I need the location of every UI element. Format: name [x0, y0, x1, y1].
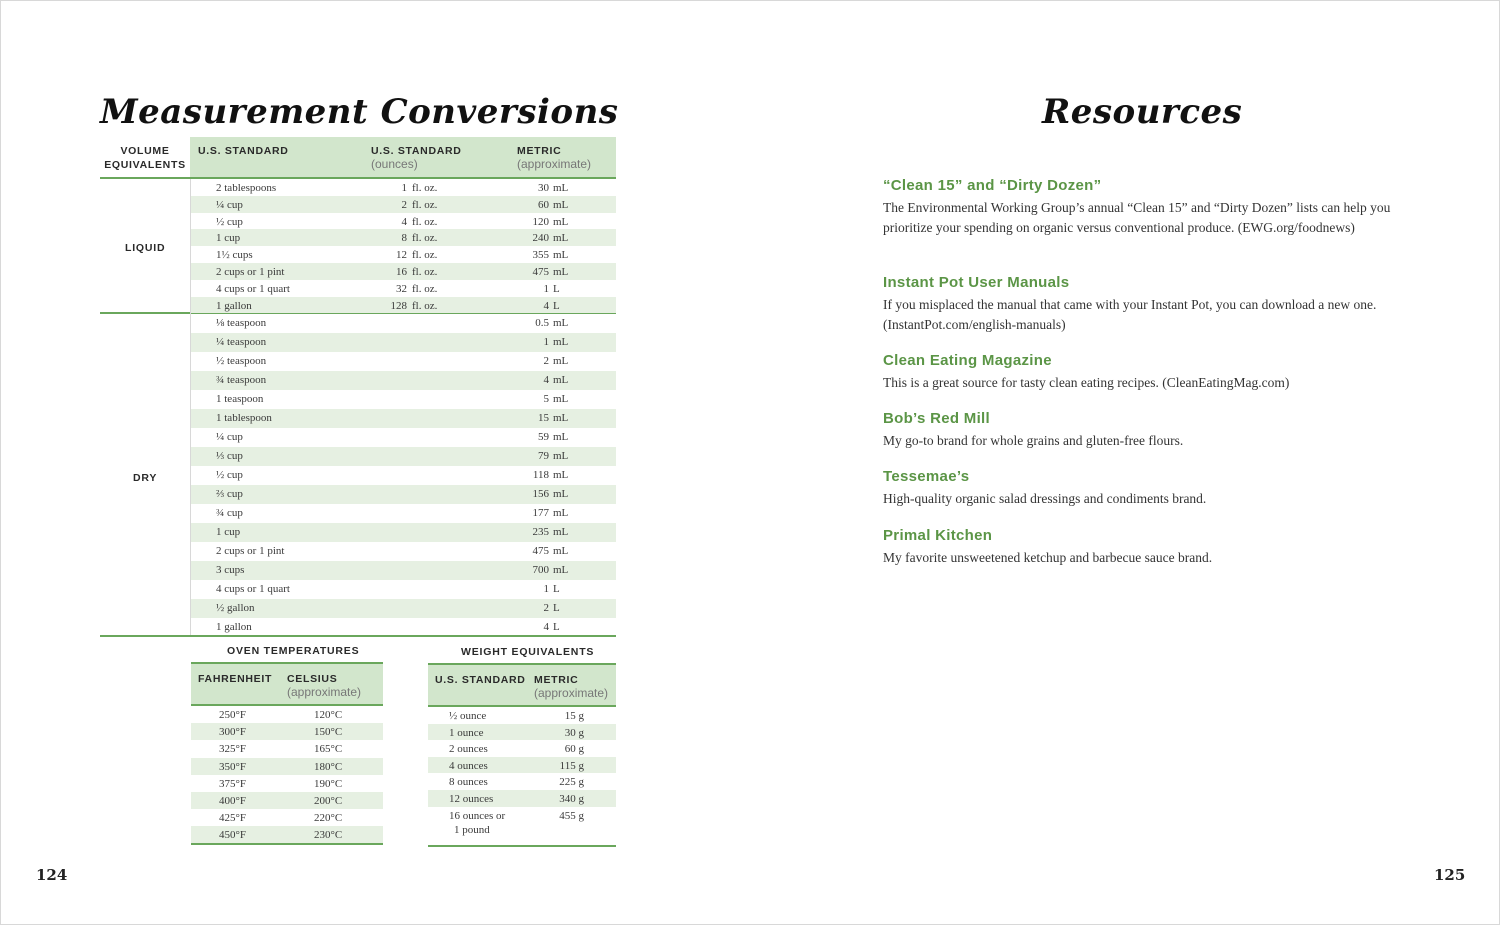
cell-fahrenheit: 450°F: [219, 829, 247, 842]
cell-ounces-unit: fl. oz.: [412, 232, 438, 245]
cell-metric-unit: mL: [553, 198, 569, 211]
cell-us-standard: 2 cups or 1 pint: [216, 266, 285, 278]
resource-heading: Clean Eating Magazine: [883, 352, 1052, 369]
table-row: [191, 740, 383, 757]
table-row: [191, 428, 616, 447]
table-row: [191, 371, 616, 390]
table-row: [191, 466, 616, 485]
table-row: [191, 280, 616, 297]
resource-description: This is a great source for tasty clean eating recipes. (CleanEatingMag.com): [883, 375, 1290, 390]
table-row: [428, 790, 616, 807]
page-number-left: 124: [36, 866, 68, 884]
cell-metric-unit: mL: [553, 393, 569, 405]
cell-metric: 4: [543, 621, 549, 633]
cell-weight-metric: 15 g: [564, 710, 584, 722]
cell-ounces: 8: [401, 232, 407, 245]
cell-celsius: 180°C: [314, 760, 343, 773]
table-row: [191, 196, 616, 213]
page-title-conversions: Measurement Conversions: [100, 92, 619, 132]
table-row: [191, 561, 616, 580]
table-row: [191, 599, 616, 618]
cell-metric-unit: mL: [553, 450, 569, 462]
cell-fahrenheit: 300°F: [219, 726, 247, 739]
cell-fahrenheit: 350°F: [219, 760, 247, 773]
table-row: [428, 773, 616, 790]
cell-metric: 79: [538, 450, 549, 462]
cell-us-standard: 1 tablespoon: [216, 412, 272, 424]
cell-metric: 235: [532, 526, 549, 538]
cell-weight-us: 1 ounce: [449, 726, 484, 739]
cell-metric: 700: [532, 564, 549, 576]
cell-metric: 30: [538, 182, 549, 194]
cell-us-standard: ⅓ cup: [216, 450, 243, 462]
cell-metric: 4: [543, 299, 549, 312]
weight-table-title: WEIGHT EQUIVALENTS: [461, 646, 595, 658]
cell-ounces-unit: fl. oz.: [412, 215, 438, 228]
cell-metric: 4: [543, 374, 549, 386]
cell-us-standard: 2 cups or 1 pint: [216, 545, 285, 557]
cell-metric-unit: L: [553, 299, 560, 312]
group-label-dry: DRY: [133, 472, 158, 484]
cell-metric-unit: mL: [553, 488, 569, 500]
resource-heading: Instant Pot User Manuals: [883, 274, 1070, 291]
cell-us-standard: ¼ teaspoon: [216, 336, 267, 348]
cell-weight-metric: 30 g: [564, 726, 584, 739]
table-row: [191, 352, 616, 371]
table-row: [428, 807, 616, 845]
resource-description: The Environmental Working Group’s annual “Clean 15” and “Dirty Dozen” lists can help you prioritize your spending on organic versus conventional produce. (EWG.org/foodnews): [883, 200, 1391, 235]
cell-metric-unit: mL: [553, 266, 569, 278]
resource-heading: Primal Kitchen: [883, 527, 993, 544]
cell-metric: 240: [532, 232, 549, 245]
resource-description: If you misplaced the manual that came with your Instant Pot, you can download a new one. (InstantPot.com/english-manuals): [883, 297, 1377, 332]
col-metric: METRIC: [517, 145, 562, 157]
cell-fahrenheit: 375°F: [219, 777, 247, 790]
table-row: [191, 229, 616, 246]
cell-metric-unit: mL: [553, 412, 569, 424]
col-us-standard: U.S. STANDARD: [198, 145, 289, 157]
cell-metric: 355: [532, 249, 549, 262]
col-us-standard-ounces: U.S. STANDARD: [371, 145, 462, 157]
cell-metric-unit: mL: [553, 374, 569, 386]
cell-weight-us: 8 ounces: [449, 776, 488, 789]
resource-description: High-quality organic salad dressings and condiments brand.: [883, 491, 1207, 506]
cell-metric: 15: [538, 412, 549, 424]
table-row: [191, 504, 616, 523]
col-metric-sub: (approximate): [517, 157, 592, 171]
cell-metric-unit: mL: [553, 182, 569, 194]
cell-metric: 475: [532, 266, 549, 278]
cell-metric: 2: [543, 602, 549, 614]
cell-us-standard: 1 cup: [216, 232, 241, 245]
cell-metric-unit: L: [553, 583, 560, 595]
cell-us-standard: ½ cup: [216, 215, 243, 228]
cell-celsius: 150°C: [314, 726, 343, 739]
cell-metric-unit: mL: [553, 545, 569, 557]
cell-fahrenheit: 250°F: [219, 709, 247, 721]
cell-metric: 0.5: [535, 317, 549, 329]
cell-metric-unit: mL: [553, 249, 569, 262]
resource-heading: Tessemae’s: [883, 468, 970, 485]
cell-weight-metric: 60 g: [564, 743, 584, 756]
cell-fahrenheit: 325°F: [219, 743, 247, 756]
table-row: [191, 826, 383, 843]
cell-metric: 120: [532, 215, 549, 228]
col-celsius: CELSIUS: [287, 673, 338, 685]
col-volume-line2: EQUIVALENTS: [104, 159, 186, 171]
resource-description: My favorite unsweetened ketchup and barbecue sauce brand.: [883, 550, 1213, 565]
table-row: [428, 724, 616, 741]
cell-metric-unit: mL: [553, 564, 569, 576]
cell-us-standard: 4 cups or 1 quart: [216, 583, 290, 595]
cell-fahrenheit: 425°F: [219, 812, 247, 825]
cell-ounces-unit: fl. oz.: [412, 282, 438, 295]
table-row: [191, 179, 616, 196]
cell-metric: 1: [543, 583, 549, 595]
col-us-ounces-sub: (ounces): [371, 157, 418, 171]
cell-ounces: 16: [396, 266, 407, 278]
col-celsius-sub: (approximate): [287, 685, 362, 699]
cell-ounces-unit: fl. oz.: [412, 266, 438, 278]
cell-weight-metric: 225 g: [559, 776, 584, 789]
cell-ounces: 1: [401, 182, 407, 194]
col-volume-line1: VOLUME: [120, 145, 170, 157]
cell-metric-unit: mL: [553, 355, 569, 367]
cell-metric-unit: mL: [553, 507, 569, 519]
resource-heading: “Clean 15” and “Dirty Dozen”: [883, 177, 1102, 194]
cell-us-standard: 3 cups: [216, 564, 245, 576]
cell-metric: 118: [532, 469, 549, 481]
table-rule: [191, 843, 383, 845]
cell-metric-unit: mL: [553, 317, 569, 329]
cell-ounces: 4: [401, 215, 407, 228]
cell-ounces-unit: fl. oz.: [412, 182, 438, 194]
oven-table-title: OVEN TEMPERATURES: [227, 645, 360, 657]
table-row: [428, 740, 616, 757]
cell-us-standard: ¾ teaspoon: [216, 374, 267, 386]
cell-ounces: 128: [390, 299, 407, 312]
col-weight-metric: METRIC: [534, 674, 579, 686]
table-row: [191, 580, 616, 599]
cell-ounces-unit: fl. oz.: [412, 249, 438, 262]
cell-metric: 1: [543, 282, 549, 295]
cell-metric-unit: mL: [553, 336, 569, 348]
table-row: [191, 723, 383, 740]
cell-us-standard: ½ teaspoon: [216, 355, 267, 367]
table-row: [191, 333, 616, 352]
cell-celsius: 120°C: [314, 709, 343, 721]
resource-description: My go-to brand for whole grains and gluten-free flours.: [883, 433, 1184, 448]
cell-weight-metric: 115 g: [559, 759, 584, 772]
cell-weight-us-cont: 1 pound: [454, 823, 490, 836]
cell-us-standard: ⅔ cup: [216, 488, 243, 500]
table-row: [191, 447, 616, 466]
cell-ounces: 12: [396, 249, 407, 262]
cell-us-standard: ⅛ teaspoon: [216, 317, 267, 329]
cell-metric: 2: [543, 355, 549, 367]
table-row: [191, 409, 616, 428]
cell-celsius: 220°C: [314, 812, 343, 825]
cell-metric-unit: L: [553, 282, 560, 295]
cell-metric-unit: mL: [553, 526, 569, 538]
cell-metric-unit: mL: [553, 215, 569, 228]
cell-metric: 475: [532, 545, 549, 557]
page-number-right: 125: [1434, 866, 1466, 884]
cell-us-standard: 2 tablespoons: [216, 182, 277, 194]
cell-metric-unit: L: [553, 621, 560, 633]
table-row: [191, 809, 383, 826]
cell-ounces-unit: fl. oz.: [412, 198, 438, 211]
resource-heading: Bob’s Red Mill: [883, 410, 990, 427]
col-fahrenheit: FAHRENHEIT: [198, 673, 273, 685]
page-title-resources: Resources: [1042, 92, 1243, 132]
cell-us-standard: ½ cup: [216, 469, 243, 481]
table-row: [191, 314, 616, 333]
cell-ounces-unit: fl. oz.: [412, 299, 438, 312]
group-label-liquid: LIQUID: [125, 242, 166, 254]
cell-celsius: 190°C: [314, 777, 343, 790]
table-row: [191, 706, 383, 723]
table-row: [191, 618, 616, 637]
col-weight-us: U.S. STANDARD: [435, 674, 526, 686]
table-row: [191, 523, 616, 542]
table-row: [191, 390, 616, 409]
table-row: [191, 485, 616, 504]
cell-ounces: 2: [401, 198, 407, 211]
cell-us-standard: 4 cups or 1 quart: [216, 282, 290, 295]
table-row: [191, 213, 616, 230]
cell-metric-unit: mL: [553, 469, 569, 481]
cell-us-standard: 1 cup: [216, 526, 241, 538]
cell-us-standard: 1 gallon: [216, 621, 252, 633]
cell-weight-us: 2 ounces: [449, 743, 488, 756]
cell-us-standard: 1 gallon: [216, 299, 252, 312]
table-row: [191, 297, 616, 314]
cell-weight-us: ½ ounce: [449, 710, 487, 722]
cell-us-standard: 1 teaspoon: [216, 393, 264, 405]
cell-metric: 156: [532, 488, 549, 500]
cell-metric: 177: [532, 507, 549, 519]
cell-us-standard: 1½ cups: [216, 249, 253, 262]
col-weight-metric-sub: (approximate): [534, 686, 609, 700]
cell-fahrenheit: 400°F: [219, 795, 247, 807]
cell-celsius: 230°C: [314, 829, 343, 842]
cell-celsius: 200°C: [314, 795, 343, 807]
cell-weight-us: 4 ounces: [449, 759, 488, 772]
table-row: [191, 246, 616, 263]
cell-weight-metric: 455 g: [559, 809, 584, 822]
cell-metric: 60: [538, 198, 549, 211]
table-rule: [428, 845, 616, 847]
table-row: [428, 757, 616, 774]
table-row: [191, 775, 383, 792]
cell-metric-unit: mL: [553, 431, 569, 443]
table-row: [191, 263, 616, 280]
cell-ounces: 32: [396, 282, 407, 295]
cell-metric-unit: mL: [553, 232, 569, 245]
table-row: [191, 758, 383, 775]
cell-us-standard: ¼ cup: [216, 431, 243, 443]
cell-weight-metric: 340 g: [559, 793, 584, 805]
cell-weight-us: 12 ounces: [449, 793, 494, 805]
cell-metric: 5: [543, 393, 549, 405]
cell-weight-us: 16 ounces or: [449, 809, 506, 822]
cell-us-standard: ¾ cup: [216, 507, 243, 519]
cell-us-standard: ¼ cup: [216, 198, 243, 211]
cell-metric: 1: [543, 336, 549, 348]
table-row: [428, 707, 616, 724]
table-row: [191, 542, 616, 561]
cell-celsius: 165°C: [314, 743, 343, 756]
cell-us-standard: ½ gallon: [216, 602, 255, 614]
cell-metric-unit: L: [553, 602, 560, 614]
table-row: [191, 792, 383, 809]
cell-metric: 59: [538, 431, 549, 443]
